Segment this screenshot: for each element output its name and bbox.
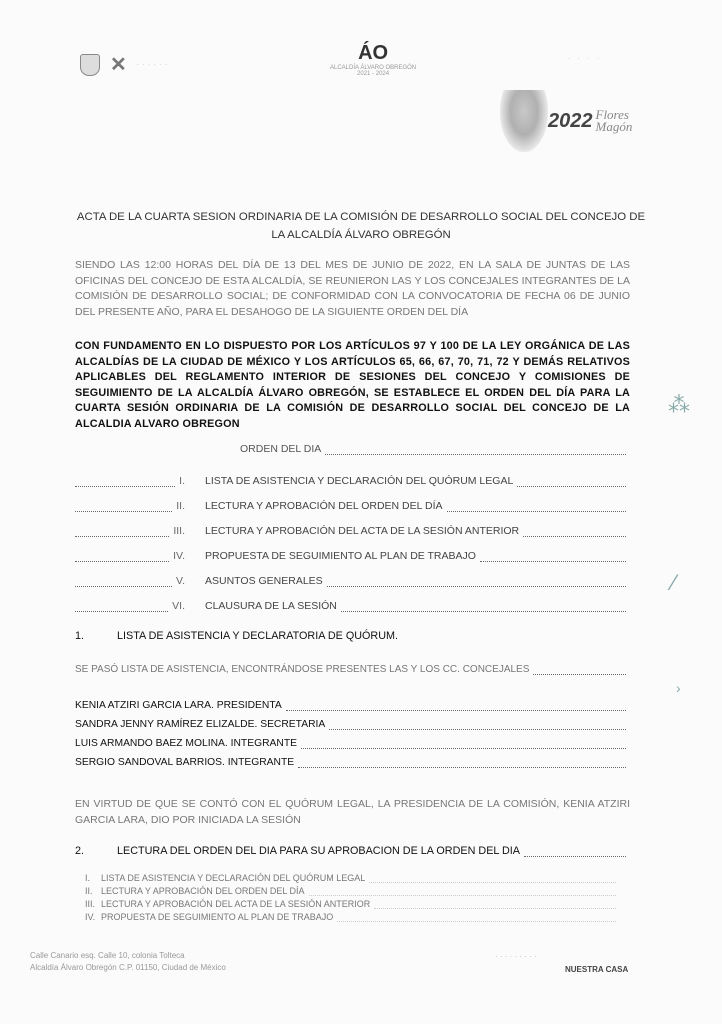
flores-magon-logo — [500, 90, 632, 152]
agenda-repeat-item: IV. PROPUESTA DE SEGUIMIENTO AL PLAN DE TRABAJO — [85, 909, 620, 922]
header-left-text: · · · · · · — [136, 61, 169, 68]
footer-right — [495, 950, 628, 976]
footer-line2: Alcaldía Álvaro Obregón C.P. 01150, Ciudad de México — [30, 963, 226, 972]
agenda-item: III. LECTURA Y APROBACIÓN DEL ACTA DE LA SESIÓN ANTERIOR — [75, 512, 630, 537]
brand-line1: Flores — [595, 107, 629, 122]
handwritten-mark: › — [676, 680, 681, 696]
agenda-item: VI. CLAUSURA DE LA SESIÓN — [75, 587, 630, 612]
document-title: ACTA DE LA CUARTA SESION ORDINARIA DE LA COMISIÓN DE DESARROLLO SOCIAL DEL CONCEJO DE LA ALCALDÍA ÁLVARO OBREGÓN — [76, 211, 646, 241]
intro-paragraph: SIENDO LAS 12:00 HORAS DEL DÍA DE 13 DEL MES DE JUNIO DE 2022, EN LA SALA DE JUNTAS DE LAS OFICINAS DEL CONCEJO DE ESTA ALCALDÍA, SE REUNIERON LAS Y LOS CONCEJALES INTEGRANTES DE LA COMISIÓN DE DESARROLLO SOCIAL; DE CONFORMIDAD CON LA CONVOCATORIA DE FECHA 06 DE JUNIO DEL PRESENTE AÑO, PARA EL DESAHOGO DE LA SIGUIENTE ORDEN DEL DÍA — [75, 259, 630, 318]
attendee-list — [75, 692, 630, 768]
handwritten-mark: ⁂ — [668, 392, 690, 417]
handwritten-mark: ⁄ — [672, 570, 676, 595]
alcaldia-logo-sub2: 2021 - 2024 — [357, 71, 390, 77]
portrait-icon — [500, 90, 548, 152]
alcaldia-logo-mark: ÁO — [358, 42, 389, 64]
agenda-item: V. ASUNTOS GENERALES — [75, 562, 630, 587]
footer-address — [30, 950, 226, 974]
attendance-intro-row — [75, 664, 630, 675]
agenda-list — [75, 462, 630, 612]
agenda-repeat-list — [85, 870, 620, 922]
agenda-item: II. LECTURA Y APROBACIÓN DEL ORDEN DEL DÍA — [75, 487, 630, 512]
agenda-heading: ORDEN DEL DIA — [240, 443, 322, 455]
quorum-paragraph: EN VIRTUD DE QUE SE CONTÓ CON EL QUÓRUM LEGAL, LA PRESIDENCIA DE LA COMISIÓN, KENIA ATZIRI GARCIA LARA, DIO POR INICIADA LA SESIÓN — [75, 798, 630, 826]
year-label: 2022 — [548, 109, 593, 132]
attendance-intro: SE PASÓ LISTA DE ASISTENCIA, ENCONTRÁNDOSE PRESENTES LAS Y LOS CC. CONCEJALES — [75, 664, 530, 675]
basis-paragraph: CON FUNDAMENTO EN LO DISPUESTO POR LOS ARTÍCULOS 97 Y 100 DE LA LEY ORGÁNICA DE LAS ALCALDÍAS DE LA CIUDAD DE MÉXICO Y LOS ARTÍCULOS 65, 66, 67, 70, 71, 72 Y DEMÁS RELATIVOS APLICABLES DEL REGLAMENTO INTERIOR DE SESIONES DEL CONCEJO Y COMISIONES DE SEGUIMIENTO DE LA ALCALDÍA ÁLVARO OBREGÓN, SE ESTABLECE EL ORDEN DEL DÍA PARA LA CUARTA SESIÓN ORDINARIA DE LA COMISIÓN DE DESARROLLO SOCIAL DEL CONCEJO DE LA ALCALDIA ALVARO OBREGON — [75, 340, 630, 430]
footer-line1: Calle Canario esq. Calle 10, colonia Tolteca — [30, 951, 185, 960]
footer-brand: NUESTRA CASA — [565, 965, 629, 974]
header-left-logos — [80, 52, 168, 77]
attendee-row: SERGIO SANDOVAL BARRIOS. INTEGRANTE — [75, 749, 630, 768]
agenda-repeat-item: II. LECTURA Y APROBACIÓN DEL ORDEN DEL DÍA — [85, 883, 620, 896]
cdmx-logo-icon: ✕ — [110, 54, 127, 76]
attendee-row: SANDRA JENNY RAMÍREZ ELIZALDE. SECRETARIA — [75, 711, 630, 730]
agenda-item: I. LISTA DE ASISTENCIA Y DECLARACIÓN DEL QUÓRUM LEGAL — [75, 462, 630, 487]
coat-of-arms-icon — [80, 54, 100, 76]
attendee-row: LUIS ARMANDO BAEZ MOLINA. INTEGRANTE — [75, 730, 630, 749]
section-2-heading: 2. LECTURA DEL ORDEN DEL DIA PARA SU APROBACION DE LA ORDEN DEL DIA — [75, 845, 630, 857]
agenda-item: IV. PROPUESTA DE SEGUIMIENTO AL PLAN DE TRABAJO — [75, 537, 630, 562]
footer-right-line1: · · · · · · · · · — [495, 952, 537, 961]
agenda-repeat-item: III. LECTURA Y APROBACIÓN DEL ACTA DE LA SESIÓN ANTERIOR — [85, 896, 620, 909]
section-1-heading: 1. LISTA DE ASISTENCIA Y DECLARATORIA DE QUÓRUM. — [75, 630, 398, 642]
attendee-row: KENIA ATZIRI GARCIA LARA. PRESIDENTA — [75, 692, 630, 711]
agenda-repeat-item: I. LISTA DE ASISTENCIA Y DECLARACIÓN DEL QUÓRUM LEGAL — [85, 870, 620, 883]
alcaldia-logo — [330, 42, 416, 77]
header-right-text: · · · · — [568, 56, 602, 62]
leader-dots — [325, 446, 626, 455]
agenda-heading-row — [240, 443, 630, 455]
brand-line2: Magón — [595, 119, 633, 134]
alcaldia-logo-sub1: ALCALDÍA ÁLVARO OBREGÓN — [330, 65, 417, 71]
